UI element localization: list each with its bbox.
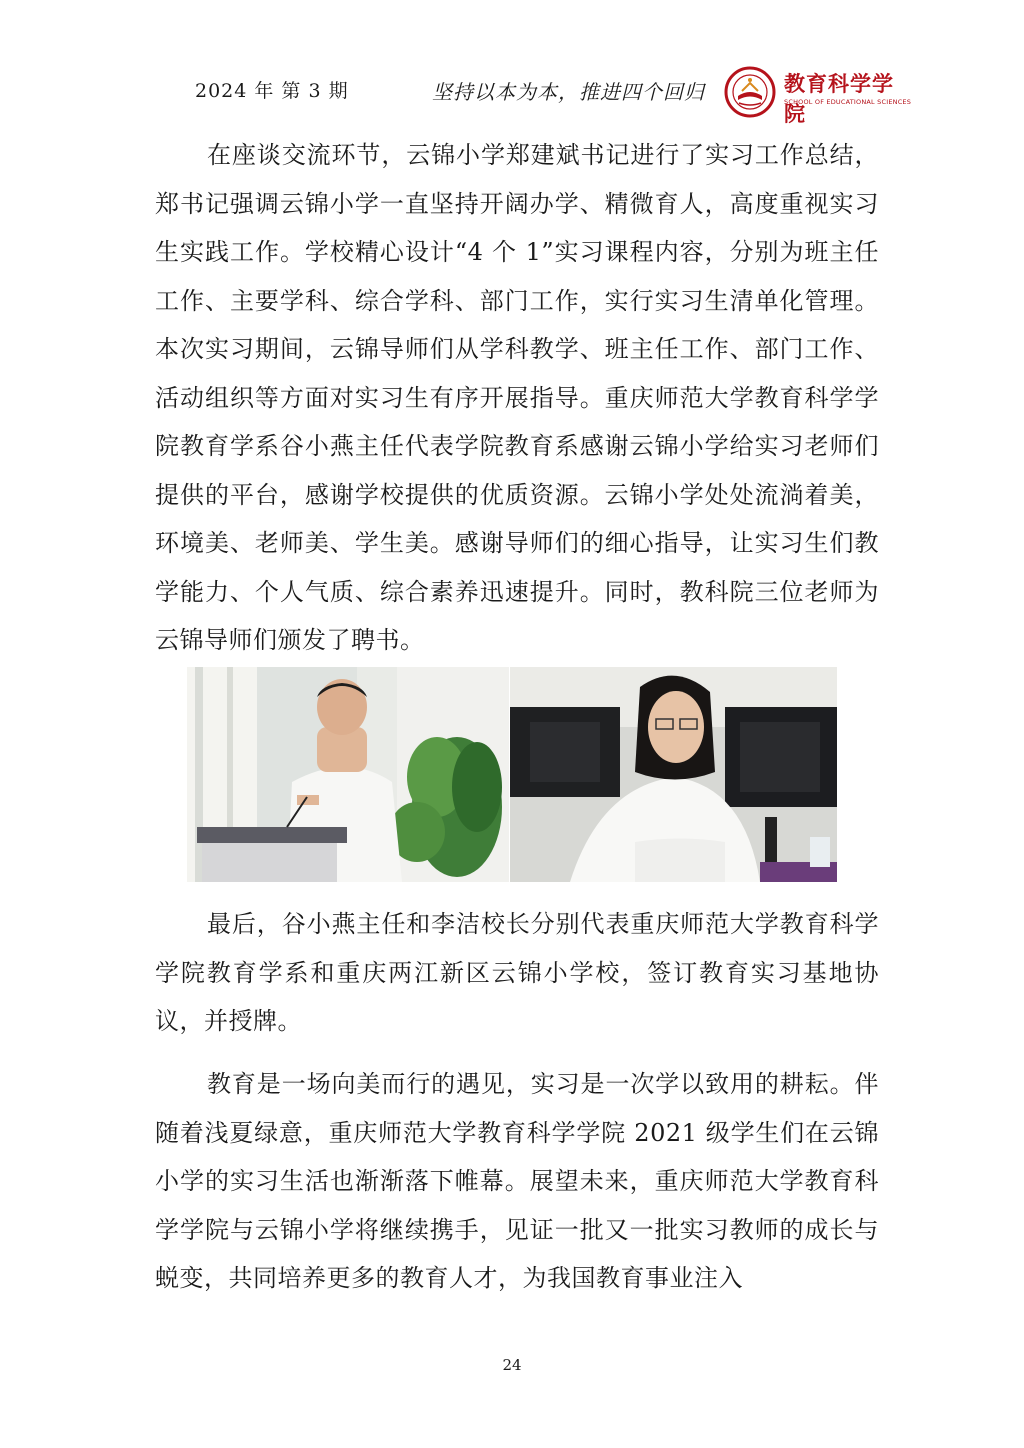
- page-header: [0, 60, 1024, 126]
- paragraph-closing: 教育是一场向美而行的遇见，实习是一次学以致用的耕耘。伴随着浅夏绿意，重庆师范大学教育科学学院 2021 级学生们在云锦小学的实习生活也渐渐落下帷幕。展望未来，重庆师范大学教育科学学院与云锦小学将继续携手，见证一批又一批实习教师的成长与蜕变，共同培养更多的教育人才，为我国教育事业注入: [155, 1070, 879, 1292]
- logo-title: 教育科学学院: [784, 71, 894, 126]
- logo-subtitle: SCHOOL OF EDUCATIONAL SCIENCES: [784, 98, 912, 106]
- paragraph-signing: 最后，谷小燕主任和李洁校长分别代表重庆师范大学教育科学学院教育学系和重庆两江新区云锦小学校，签订教育实习基地协议，并授牌。: [155, 910, 879, 1035]
- school-logo: [724, 66, 912, 126]
- issue-label: 2024 年 第 3 期: [195, 80, 349, 102]
- slogan: 坚持以本为本，推进四个回归: [432, 80, 705, 104]
- photo-teacher-speaking: [510, 667, 837, 882]
- school-seal-icon: [724, 66, 776, 118]
- paragraph-symposium: 在座谈交流环节，云锦小学郑建斌书记进行了实习工作总结，郑书记强调云锦小学一直坚持开阔办学、精微育人，高度重视实习生实践工作。学校精心设计“4 个 1”实习课程内容，分别为班主任工作、主要学科、综合学科、部门工作，实行实习生清单化管理。本次实习期间，云锦导师们从学科教学、班主任工作、部门工作、活动组织等方面对实习生有序开展指导。重庆师范大学教育科学学院教育学系谷小燕主任代表学院教育系感谢云锦小学给实习老师们提供的平台，感谢学校提供的优质资源。云锦小学处处流淌着美，环境美、老师美、学生美。感谢导师们的细心指导，让实习生们教学能力、个人气质、综合素养迅速提升。同时，教科院三位老师为云锦导师们颁发了聘书。: [155, 141, 879, 654]
- photo-pair: [187, 667, 837, 882]
- photo-teacher-image: [510, 667, 837, 882]
- page-number: 24: [502, 1356, 522, 1374]
- photo-speaker-image: [187, 667, 509, 882]
- photo-speaker-at-podium: [187, 667, 509, 882]
